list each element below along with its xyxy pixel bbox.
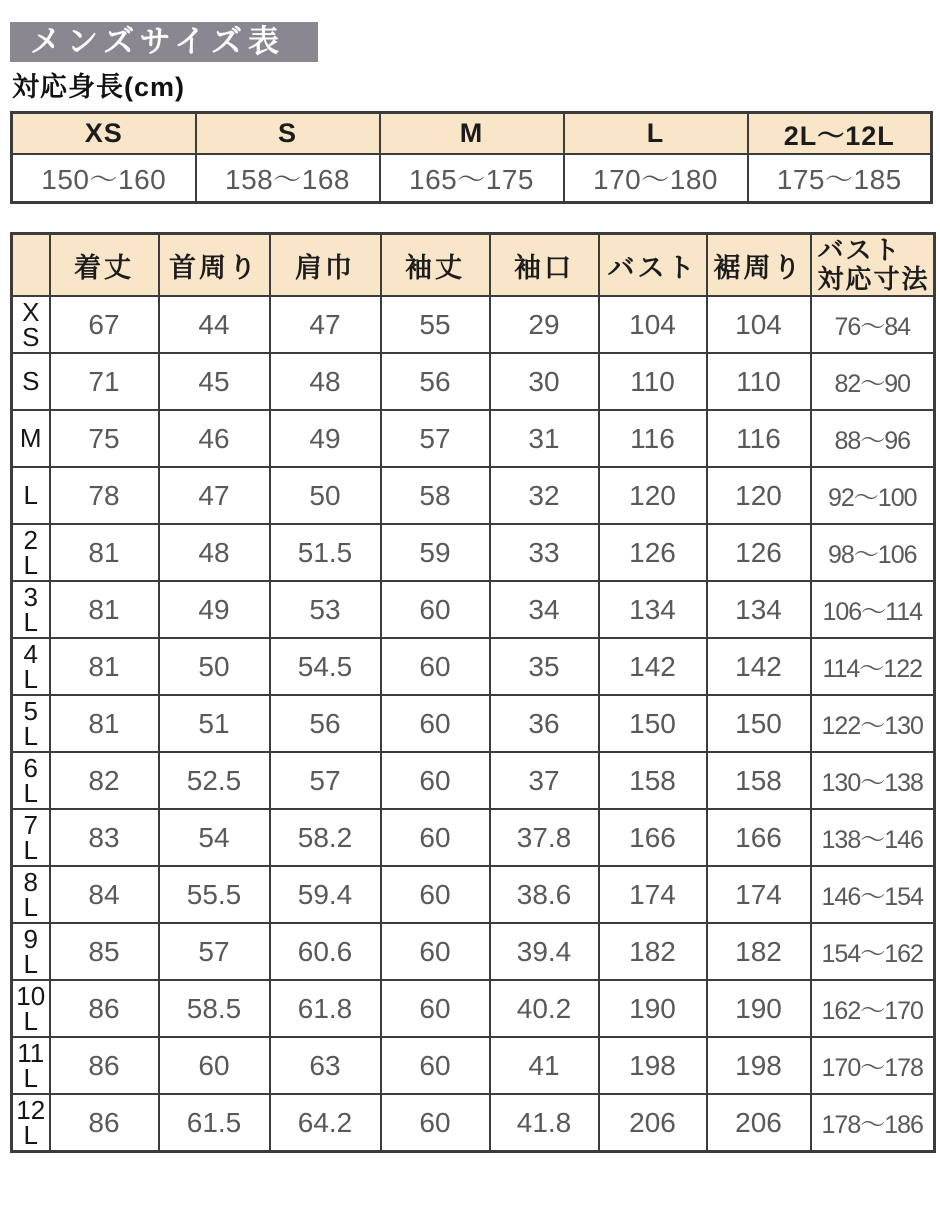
measurement-cell: 104 bbox=[599, 296, 707, 353]
measurement-cell: 126 bbox=[599, 524, 707, 581]
measurement-cell: 116 bbox=[707, 410, 811, 467]
measurement-cell: 57 bbox=[381, 410, 490, 467]
measurement-cell: 49 bbox=[270, 410, 381, 467]
measurement-cell: 170〜178 bbox=[811, 1037, 935, 1094]
measurement-cell: 76〜84 bbox=[811, 296, 935, 353]
measurement-cell: 46 bbox=[159, 410, 270, 467]
measurement-cell: 88〜96 bbox=[811, 410, 935, 467]
row-size-label bbox=[12, 752, 50, 809]
row-size-label-line: L bbox=[23, 1119, 38, 1150]
measurement-cell: 60 bbox=[381, 980, 490, 1037]
measurement-cell: 30 bbox=[490, 353, 599, 410]
corner-cell bbox=[12, 234, 50, 297]
size-table-row bbox=[12, 581, 935, 638]
row-size-label: M bbox=[12, 410, 50, 467]
measurement-cell: 57 bbox=[159, 923, 270, 980]
measurement-cell: 83 bbox=[50, 809, 159, 866]
size-table-row bbox=[12, 467, 935, 524]
measurement-cell: 61.5 bbox=[159, 1094, 270, 1152]
height-range-cell: 170〜180 bbox=[564, 154, 748, 203]
measurement-cell: 47 bbox=[159, 467, 270, 524]
measurement-cell: 55 bbox=[381, 296, 490, 353]
size-table bbox=[10, 232, 936, 1153]
column-header-line: バスト bbox=[817, 234, 902, 265]
measurement-cell: 32 bbox=[490, 467, 599, 524]
height-table-value-row bbox=[12, 154, 932, 203]
measurement-cell: 86 bbox=[50, 1094, 159, 1152]
column-header: バスト bbox=[599, 234, 707, 297]
measurement-cell: 174 bbox=[599, 866, 707, 923]
measurement-cell: 114〜122 bbox=[811, 638, 935, 695]
measurement-cell: 50 bbox=[270, 467, 381, 524]
measurement-cell: 45 bbox=[159, 353, 270, 410]
row-size-label bbox=[12, 695, 50, 752]
row-size-label bbox=[12, 1094, 50, 1152]
measurement-cell: 51.5 bbox=[270, 524, 381, 581]
measurement-cell: 92〜100 bbox=[811, 467, 935, 524]
measurement-cell: 60 bbox=[381, 695, 490, 752]
measurement-cell: 60 bbox=[381, 752, 490, 809]
measurement-cell: 206 bbox=[599, 1094, 707, 1152]
row-size-label-line: L bbox=[23, 1005, 38, 1036]
measurement-cell: 59 bbox=[381, 524, 490, 581]
measurement-cell: 106〜114 bbox=[811, 581, 935, 638]
measurement-cell: 158 bbox=[707, 752, 811, 809]
measurement-cell: 75 bbox=[50, 410, 159, 467]
measurement-cell: 71 bbox=[50, 353, 159, 410]
measurement-cell: 82〜90 bbox=[811, 353, 935, 410]
measurement-cell: 52.5 bbox=[159, 752, 270, 809]
row-size-label-line: 12 bbox=[16, 1094, 46, 1125]
measurement-cell: 122〜130 bbox=[811, 695, 935, 752]
size-table-row bbox=[12, 1037, 935, 1094]
measurement-cell: 86 bbox=[50, 980, 159, 1037]
measurement-cell: 57 bbox=[270, 752, 381, 809]
measurement-cell: 60 bbox=[381, 923, 490, 980]
size-table-row bbox=[12, 866, 935, 923]
mens-size-chart-page bbox=[0, 22, 940, 1222]
measurement-cell: 60 bbox=[381, 1037, 490, 1094]
height-column-header: S bbox=[196, 113, 380, 155]
height-range-cell: 175〜185 bbox=[748, 154, 932, 203]
measurement-cell: 47 bbox=[270, 296, 381, 353]
measurement-cell: 60.6 bbox=[270, 923, 381, 980]
measurement-cell: 116 bbox=[599, 410, 707, 467]
row-size-label-line: L bbox=[23, 1062, 38, 1093]
measurement-cell: 60 bbox=[381, 866, 490, 923]
height-table-header-row bbox=[12, 113, 932, 155]
measurement-cell: 198 bbox=[599, 1037, 707, 1094]
column-header: 袖丈 bbox=[381, 234, 490, 297]
size-table-row bbox=[12, 695, 935, 752]
size-table-row bbox=[12, 809, 935, 866]
height-column-header: 2L〜12L bbox=[748, 113, 932, 155]
column-header-bust-range bbox=[811, 234, 935, 297]
row-size-label-line: L bbox=[23, 549, 38, 580]
measurement-cell: 78 bbox=[50, 467, 159, 524]
row-size-label-line: 6 bbox=[23, 752, 38, 783]
column-header: 肩巾 bbox=[270, 234, 381, 297]
row-size-label bbox=[12, 923, 50, 980]
measurement-cell: 138〜146 bbox=[811, 809, 935, 866]
row-size-label-line: L bbox=[23, 720, 38, 751]
measurement-cell: 48 bbox=[270, 353, 381, 410]
measurement-cell: 44 bbox=[159, 296, 270, 353]
size-table-row bbox=[12, 353, 935, 410]
measurement-cell: 34 bbox=[490, 581, 599, 638]
measurement-cell: 56 bbox=[270, 695, 381, 752]
row-size-label bbox=[12, 296, 50, 353]
measurement-cell: 81 bbox=[50, 524, 159, 581]
row-size-label-line: L bbox=[23, 606, 38, 637]
measurement-cell: 54.5 bbox=[270, 638, 381, 695]
row-size-label-line: 5 bbox=[23, 695, 38, 726]
row-size-label-line: S bbox=[22, 321, 40, 352]
measurement-cell: 41 bbox=[490, 1037, 599, 1094]
measurement-cell: 55.5 bbox=[159, 866, 270, 923]
measurement-cell: 146〜154 bbox=[811, 866, 935, 923]
measurement-cell: 61.8 bbox=[270, 980, 381, 1037]
row-size-label-line: L bbox=[23, 777, 38, 808]
measurement-cell: 86 bbox=[50, 1037, 159, 1094]
measurement-cell: 154〜162 bbox=[811, 923, 935, 980]
measurement-cell: 104 bbox=[707, 296, 811, 353]
measurement-cell: 40.2 bbox=[490, 980, 599, 1037]
measurement-cell: 98〜106 bbox=[811, 524, 935, 581]
measurement-cell: 58.5 bbox=[159, 980, 270, 1037]
row-size-label-line: 10 bbox=[16, 980, 46, 1011]
measurement-cell: 63 bbox=[270, 1037, 381, 1094]
row-size-label-line: 11 bbox=[17, 1037, 45, 1068]
measurement-cell: 39.4 bbox=[490, 923, 599, 980]
measurement-cell: 81 bbox=[50, 695, 159, 752]
measurement-cell: 50 bbox=[159, 638, 270, 695]
row-size-label: L bbox=[12, 467, 50, 524]
measurement-cell: 134 bbox=[707, 581, 811, 638]
height-table-title: 対応身長(cm) bbox=[12, 72, 186, 102]
height-column-header: XS bbox=[12, 113, 196, 155]
measurement-cell: 29 bbox=[490, 296, 599, 353]
row-size-label-line: 8 bbox=[23, 866, 38, 897]
measurement-cell: 58 bbox=[381, 467, 490, 524]
row-size-label bbox=[12, 809, 50, 866]
measurement-cell: 33 bbox=[490, 524, 599, 581]
size-table-row bbox=[12, 410, 935, 467]
height-table bbox=[10, 111, 933, 204]
measurement-cell: 166 bbox=[707, 809, 811, 866]
size-table-row bbox=[12, 923, 935, 980]
measurement-cell: 82 bbox=[50, 752, 159, 809]
row-size-label-line: L bbox=[23, 834, 38, 865]
measurement-cell: 64.2 bbox=[270, 1094, 381, 1152]
measurement-cell: 60 bbox=[381, 809, 490, 866]
row-size-label-line: 2 bbox=[23, 524, 38, 555]
row-size-label-line: 7 bbox=[23, 809, 38, 840]
size-table-row bbox=[12, 1094, 935, 1152]
measurement-cell: 36 bbox=[490, 695, 599, 752]
measurement-cell: 53 bbox=[270, 581, 381, 638]
measurement-cell: 130〜138 bbox=[811, 752, 935, 809]
row-size-label-line: L bbox=[23, 948, 38, 979]
column-header: 袖口 bbox=[490, 234, 599, 297]
row-size-label-line: 4 bbox=[23, 638, 38, 669]
size-table-row bbox=[12, 638, 935, 695]
height-column-header: L bbox=[564, 113, 748, 155]
measurement-cell: 162〜170 bbox=[811, 980, 935, 1037]
measurement-cell: 206 bbox=[707, 1094, 811, 1152]
row-size-label bbox=[12, 524, 50, 581]
measurement-cell: 60 bbox=[381, 581, 490, 638]
measurement-cell: 60 bbox=[159, 1037, 270, 1094]
measurement-cell: 134 bbox=[599, 581, 707, 638]
measurement-cell: 110 bbox=[707, 353, 811, 410]
measurement-cell: 56 bbox=[381, 353, 490, 410]
measurement-cell: 190 bbox=[707, 980, 811, 1037]
height-range-cell: 165〜175 bbox=[380, 154, 564, 203]
row-size-label: S bbox=[12, 353, 50, 410]
measurement-cell: 49 bbox=[159, 581, 270, 638]
measurement-cell: 178〜186 bbox=[811, 1094, 935, 1152]
measurement-cell: 166 bbox=[599, 809, 707, 866]
measurement-cell: 120 bbox=[599, 467, 707, 524]
measurement-cell: 126 bbox=[707, 524, 811, 581]
size-table-row bbox=[12, 980, 935, 1037]
measurement-cell: 150 bbox=[599, 695, 707, 752]
measurement-cell: 67 bbox=[50, 296, 159, 353]
size-table-row bbox=[12, 752, 935, 809]
measurement-cell: 81 bbox=[50, 638, 159, 695]
measurement-cell: 58.2 bbox=[270, 809, 381, 866]
height-column-header: M bbox=[380, 113, 564, 155]
column-header-line: 対応寸法 bbox=[817, 264, 930, 294]
measurement-cell: 54 bbox=[159, 809, 270, 866]
measurement-cell: 110 bbox=[599, 353, 707, 410]
measurement-cell: 60 bbox=[381, 638, 490, 695]
page-title: メンズサイズ表 bbox=[10, 22, 318, 62]
row-size-label-line: L bbox=[23, 891, 38, 922]
measurement-cell: 190 bbox=[599, 980, 707, 1037]
size-table-row bbox=[12, 296, 935, 353]
measurement-cell: 85 bbox=[50, 923, 159, 980]
row-size-label-line: X bbox=[22, 296, 40, 327]
measurement-cell: 35 bbox=[490, 638, 599, 695]
measurement-cell: 41.8 bbox=[490, 1094, 599, 1152]
row-size-label bbox=[12, 866, 50, 923]
measurement-cell: 81 bbox=[50, 581, 159, 638]
height-range-cell: 158〜168 bbox=[196, 154, 380, 203]
measurement-cell: 150 bbox=[707, 695, 811, 752]
height-range-cell: 150〜160 bbox=[12, 154, 196, 203]
measurement-cell: 182 bbox=[599, 923, 707, 980]
column-header: 着丈 bbox=[50, 234, 159, 297]
size-table-header-row bbox=[12, 234, 935, 297]
measurement-cell: 59.4 bbox=[270, 866, 381, 923]
size-table-row bbox=[12, 524, 935, 581]
measurement-cell: 31 bbox=[490, 410, 599, 467]
row-size-label-line: 3 bbox=[23, 581, 38, 612]
measurement-cell: 158 bbox=[599, 752, 707, 809]
column-header: 裾周り bbox=[707, 234, 811, 297]
measurement-cell: 182 bbox=[707, 923, 811, 980]
row-size-label bbox=[12, 638, 50, 695]
measurement-cell: 120 bbox=[707, 467, 811, 524]
row-size-label bbox=[12, 1037, 50, 1094]
measurement-cell: 37.8 bbox=[490, 809, 599, 866]
measurement-cell: 51 bbox=[159, 695, 270, 752]
row-size-label-line: 9 bbox=[23, 923, 38, 954]
row-size-label bbox=[12, 980, 50, 1037]
row-size-label-line: L bbox=[23, 663, 38, 694]
measurement-cell: 60 bbox=[381, 1094, 490, 1152]
measurement-cell: 142 bbox=[707, 638, 811, 695]
row-size-label bbox=[12, 581, 50, 638]
measurement-cell: 84 bbox=[50, 866, 159, 923]
measurement-cell: 142 bbox=[599, 638, 707, 695]
measurement-cell: 174 bbox=[707, 866, 811, 923]
measurement-cell: 48 bbox=[159, 524, 270, 581]
measurement-cell: 37 bbox=[490, 752, 599, 809]
column-header: 首周り bbox=[159, 234, 270, 297]
measurement-cell: 198 bbox=[707, 1037, 811, 1094]
measurement-cell: 38.6 bbox=[490, 866, 599, 923]
